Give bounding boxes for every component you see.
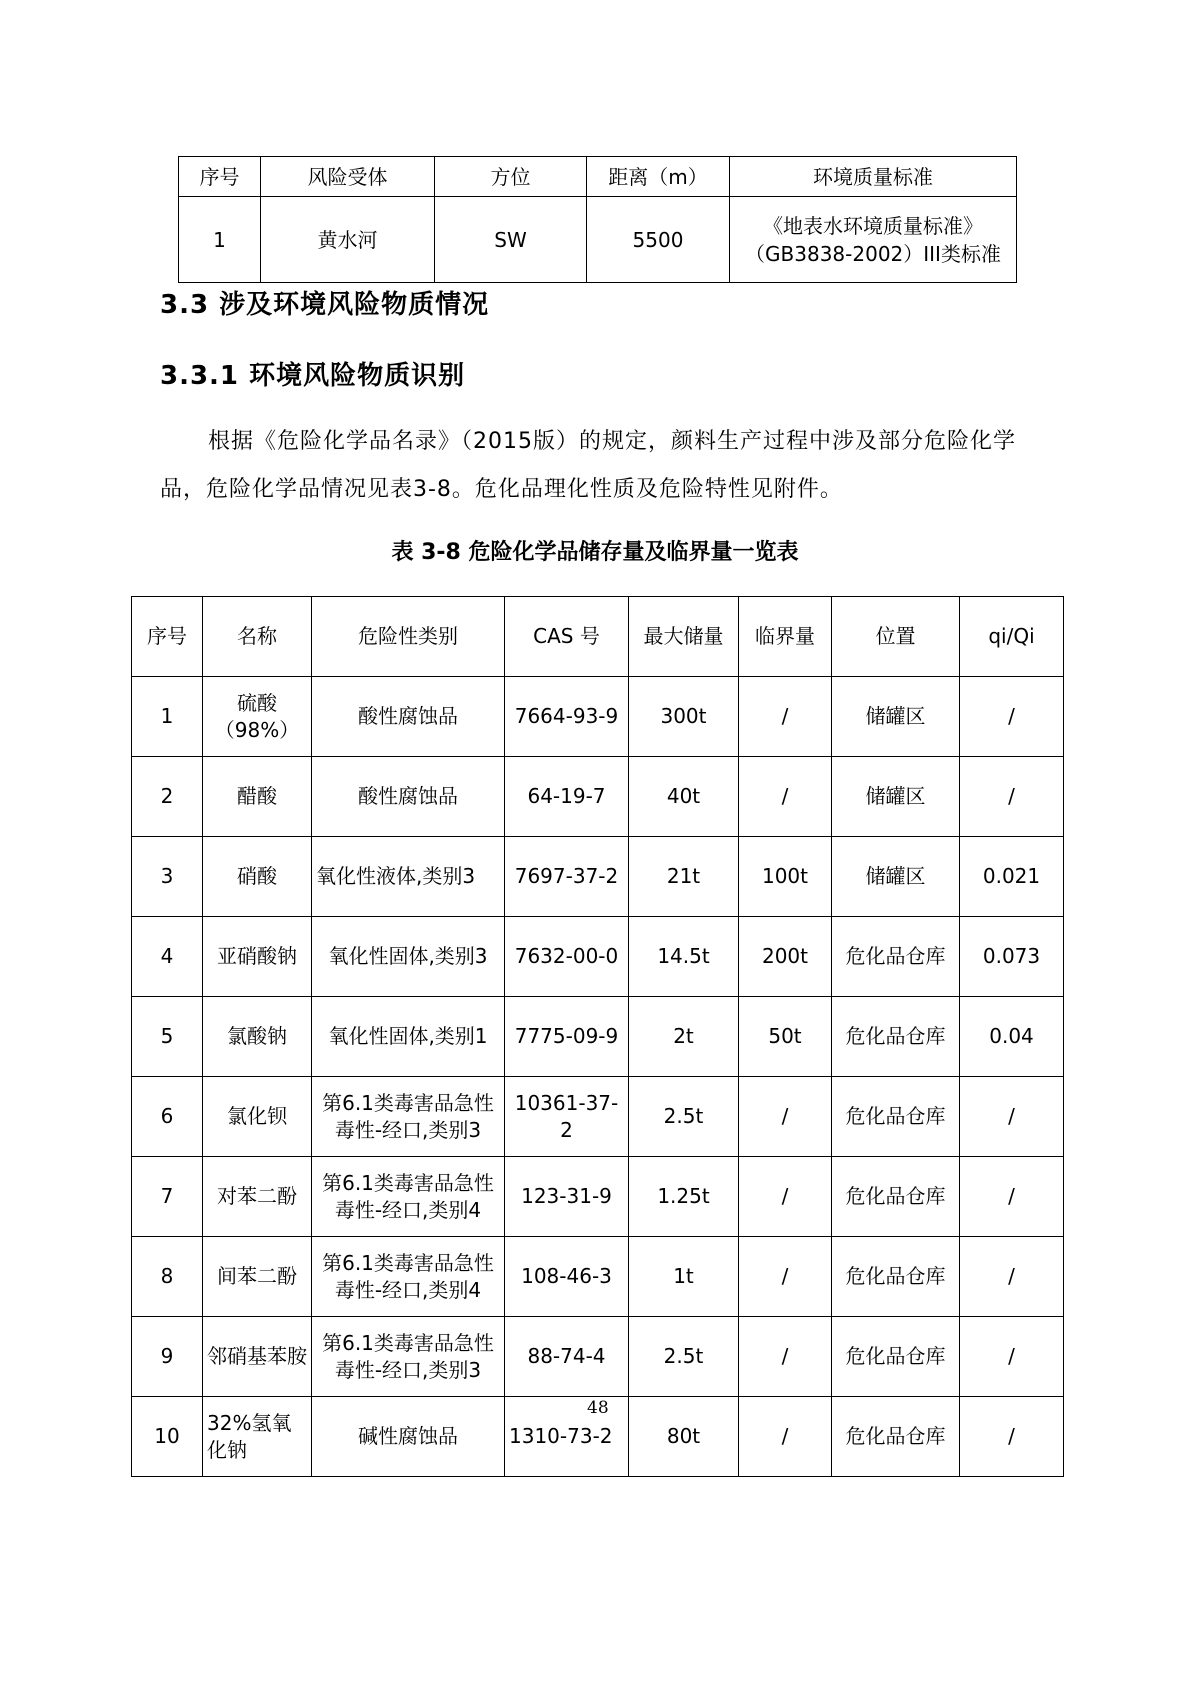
table-cell: / <box>960 757 1064 837</box>
table-cell: / <box>739 1077 832 1157</box>
header-cell: 最大储量 <box>629 597 739 677</box>
table-cell: 《地表水环境质量标准》（GB3838-2002）III类标准 <box>730 197 1017 283</box>
table-cell: 7664-93-9 <box>505 677 629 757</box>
header-cell: qi/Qi <box>960 597 1064 677</box>
table-row <box>132 757 1064 837</box>
header-cell: 序号 <box>132 597 203 677</box>
table-cell: 危化品仓库 <box>832 1157 960 1237</box>
receptor-table <box>178 156 1017 283</box>
table-cell: 第6.1类毒害品急性毒性-经口,类别4 <box>312 1237 505 1317</box>
table-cell: 储罐区 <box>832 677 960 757</box>
header-cell: 危险性类别 <box>312 597 505 677</box>
table-cell: 氧化性液体,类别3 <box>312 837 505 917</box>
table-cell: / <box>960 677 1064 757</box>
table-cell: 硫酸（98%） <box>203 677 312 757</box>
table-cell: 2 <box>132 757 203 837</box>
table-cell: 21t <box>629 837 739 917</box>
table-cell: 14.5t <box>629 917 739 997</box>
page-number: 48 <box>587 1398 609 1418</box>
header-cell: 环境质量标准 <box>730 157 1017 197</box>
table-cell: / <box>739 757 832 837</box>
table-cell: 1t <box>629 1237 739 1317</box>
table-row <box>132 1237 1064 1317</box>
table-cell: 酸性腐蚀品 <box>312 677 505 757</box>
table-cell: 氧化性固体,类别3 <box>312 917 505 997</box>
table-row <box>132 837 1064 917</box>
table-cell: / <box>739 1157 832 1237</box>
table-cell: 5500 <box>587 197 730 283</box>
table-cell: 危化品仓库 <box>832 1237 960 1317</box>
table-cell: 2.5t <box>629 1077 739 1157</box>
table-cell: 1 <box>179 197 261 283</box>
header-cell: 风险受体 <box>261 157 435 197</box>
body-paragraph: 根据《危险化学品名录》（2015版）的规定，颜料生产过程中涉及部分危险化学品，危险化学品情况见表3-8。危化品理化性质及危险特性见附件。 <box>160 429 1016 502</box>
table-cell: / <box>739 677 832 757</box>
table-cell: 32%氢氧化钠 <box>203 1397 312 1477</box>
table-cell: 硝酸 <box>203 837 312 917</box>
table-cell: 氯化钡 <box>203 1077 312 1157</box>
header-cell: 距离（m） <box>587 157 730 197</box>
table-cell: 对苯二酚 <box>203 1157 312 1237</box>
table-cell: / <box>739 1237 832 1317</box>
table-cell: SW <box>435 197 587 283</box>
table-cell: 7775-09-9 <box>505 997 629 1077</box>
table-cell: 危化品仓库 <box>832 1077 960 1157</box>
table-cell: 1310-73-2 <box>505 1397 629 1477</box>
chemicals-table-header <box>132 597 1064 677</box>
table-cell: 第6.1类毒害品急性毒性-经口,类别4 <box>312 1157 505 1237</box>
table-cell: 危化品仓库 <box>832 997 960 1077</box>
table-row <box>132 917 1064 997</box>
table-row <box>132 1077 1064 1157</box>
table-cell: 64-19-7 <box>505 757 629 837</box>
table-cell: / <box>739 1397 832 1477</box>
table-cell: 100t <box>739 837 832 917</box>
table-cell: 间苯二酚 <box>203 1237 312 1317</box>
table-cell: 1 <box>132 677 203 757</box>
table-cell: 0.073 <box>960 917 1064 997</box>
table-cell: 3 <box>132 837 203 917</box>
table-cell: 88-74-4 <box>505 1317 629 1397</box>
table-row <box>132 997 1064 1077</box>
table-cell: 储罐区 <box>832 837 960 917</box>
table-cell: 200t <box>739 917 832 997</box>
table-cell: 4 <box>132 917 203 997</box>
table-cell: 危化品仓库 <box>832 1317 960 1397</box>
hazardous-chemicals-table <box>131 596 1064 1477</box>
table-cell: 醋酸 <box>203 757 312 837</box>
table-cell: 黄水河 <box>261 197 435 283</box>
table-cell: 40t <box>629 757 739 837</box>
table-cell: 氧化性固体,类别1 <box>312 997 505 1077</box>
table-cell: 危化品仓库 <box>832 1397 960 1477</box>
table-cell: 10361-37-2 <box>505 1077 629 1157</box>
table-cell: 邻硝基苯胺 <box>203 1317 312 1397</box>
table-cell: 7 <box>132 1157 203 1237</box>
table-cell: 亚硝酸钠 <box>203 917 312 997</box>
table-cell: 9 <box>132 1317 203 1397</box>
header-cell: 方位 <box>435 157 587 197</box>
table-cell: 0.04 <box>960 997 1064 1077</box>
table-row <box>132 677 1064 757</box>
table-cell: 300t <box>629 677 739 757</box>
table-cell: 6 <box>132 1077 203 1157</box>
header-cell: 序号 <box>179 157 261 197</box>
header-cell: 临界量 <box>739 597 832 677</box>
table-cell: 酸性腐蚀品 <box>312 757 505 837</box>
table-cell: 50t <box>739 997 832 1077</box>
table-cell: 2t <box>629 997 739 1077</box>
table-cell: 5 <box>132 997 203 1077</box>
table-cell: 80t <box>629 1397 739 1477</box>
table-cell: / <box>960 1077 1064 1157</box>
table-cell: / <box>960 1317 1064 1397</box>
table-cell: / <box>960 1237 1064 1317</box>
table-cell: 1.25t <box>629 1157 739 1237</box>
table-cell: / <box>960 1157 1064 1237</box>
section-heading: 3.3 涉及环境风险物质情况 <box>160 290 490 320</box>
table-cell: 7632-00-0 <box>505 917 629 997</box>
table-cell: 8 <box>132 1237 203 1317</box>
header-cell: 位置 <box>832 597 960 677</box>
table-cell: 第6.1类毒害品急性毒性-经口,类别3 <box>312 1317 505 1397</box>
table-cell: 7697-37-2 <box>505 837 629 917</box>
table-row <box>132 1317 1064 1397</box>
table-cell: 0.021 <box>960 837 1064 917</box>
receptor-table-header <box>179 157 1017 197</box>
header-cell: 名称 <box>203 597 312 677</box>
table-cell: 2.5t <box>629 1317 739 1397</box>
table-cell: 储罐区 <box>832 757 960 837</box>
subsection-heading: 3.3.1 环境风险物质识别 <box>160 361 466 391</box>
table-row <box>179 197 1017 283</box>
table-cell: / <box>739 1317 832 1397</box>
table-caption: 表 3-8 危险化学品储存量及临界量一览表 <box>391 540 799 565</box>
table-cell: 危化品仓库 <box>832 917 960 997</box>
table-cell: 123-31-9 <box>505 1157 629 1237</box>
table-cell: 10 <box>132 1397 203 1477</box>
table-cell: 第6.1类毒害品急性毒性-经口,类别3 <box>312 1077 505 1157</box>
table-cell: 氯酸钠 <box>203 997 312 1077</box>
table-cell: / <box>960 1397 1064 1477</box>
table-row <box>132 1157 1064 1237</box>
table-cell: 碱性腐蚀品 <box>312 1397 505 1477</box>
table-cell: 108-46-3 <box>505 1237 629 1317</box>
header-cell: CAS 号 <box>505 597 629 677</box>
